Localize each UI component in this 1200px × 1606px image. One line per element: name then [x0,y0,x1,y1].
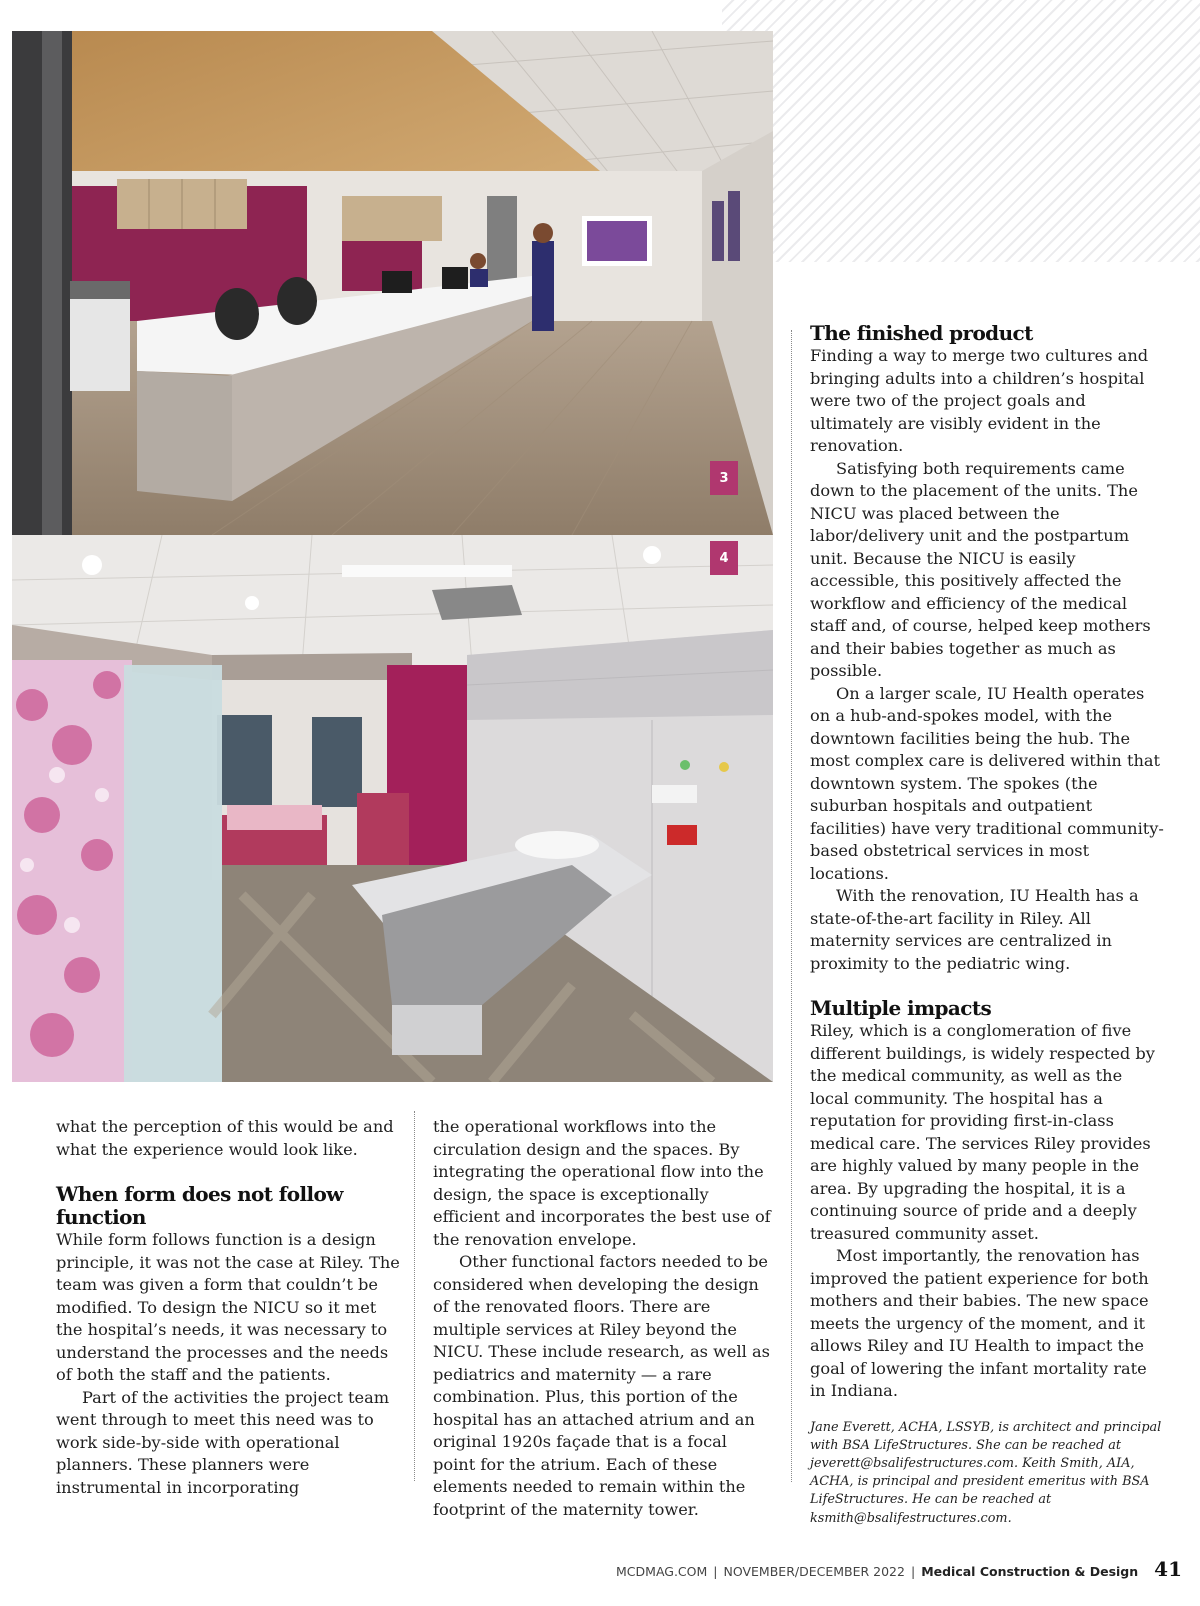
page-number: 41 [1154,1557,1182,1581]
footer-site: MCDMAG.COM [616,1564,708,1579]
footer-issue: NOVEMBER/DECEMBER 2022 [723,1564,905,1579]
paragraph: the operational workflows into the circulation design and the spaces. By integrating the operational flow into the design, the space is exceptionally efficient and incorporates the best use of the renovation envelope. [433,1117,771,1249]
paragraph: Riley, which is a conglomeration of five different buildings, is widely respected by the medical community, as well as the local community. The hospital has a reputation for providing first-in-class medical care. The services Riley provides are highly valued by many people in the area. By upgrading the hospital, it is a continuing source of pride and a deeply treasured community asset. [810,1021,1155,1243]
paragraph: While form follows function is a design principle, it was not the case at Riley. The team was given a form that couldn’t be modified. To design the NICU so it met the hospital’s needs, it was necessary to understand the processes and the needs of both the staff and the patients. [56,1230,400,1384]
paragraph: Other functional factors needed to be considered when developing the design of the renovated floors. There are multiple services at Riley beyond the NICU. These include research, as well as pediatrics and maternity — a rare combination. Plus, this portion of the hospital has an attached atrium and an original 1920s façade that is a focal point for the atrium. Each of these elements needed to remain within the footprint of the maternity tower. [433,1252,770,1519]
paragraph: Part of the activities the project team went through to meet this need was to work side-by-side with operational planners. These planners were instrumental in incorporating [56,1387,390,1497]
paragraph: Finding a way to merge two cultures and bringing adults into a children’s hospital were two of the project goals and ultimately are visibly evident in the renovation. [810,346,1149,455]
paragraph: Satisfying both requirements came down to the placement of the units. The NICU was placed between the labor/delivery unit and the postpartum unit. Because the NICU is easily accessible, this positively affected the workflow and efficiency of the medical staff and, of course, helped keep mothers and their babies together as much as possible. [810,458,1151,680]
page-footer [616,1557,1182,1581]
nurses-station-photo [12,31,773,535]
author-bio: Jane Everett, ACHA, LSSYB, is architect and principal with BSA LifeStructures. She can be reached at jeverett@bsalifestructures.com. Keith Smith, AIA, ACHA, is principal and president emeritus with BSA LifeStructures. He can be reached at ksmith@bsalifestructures.com. [810,1419,1162,1526]
paragraph: With the renovation, IU Health has a state-of-the-art facility in Riley. All maternity services are centralized in proximity to the pediatric wing. [810,886,1139,973]
text-column-2 [433,1116,773,1521]
paragraph: what the perception of this would be and what the experience would look like. [56,1117,394,1159]
text-column-3 [810,322,1165,1528]
section-heading: Multiple impacts [810,996,992,1020]
patient-room-photo [12,535,773,1082]
decorative-stripes [722,0,1200,262]
paragraph: Most importantly, the renovation has improved the patient experience for both mothers and their babies. The new space meets the urgency of the moment, and it allows Riley and IU Health to impact the goal of lowering the infant mortality rate in Indiana. [810,1246,1149,1400]
figure-number-badge: 3 [710,461,738,495]
footer-publication: Medical Construction & Design [921,1564,1139,1579]
footer-separator: | [713,1564,718,1579]
text-column-1 [56,1116,402,1499]
column-divider [414,1111,415,1481]
figure-number-badge: 4 [710,541,738,575]
column-divider [791,330,792,1482]
section-heading: The finished product [810,321,1033,345]
paragraph: On a larger scale, IU Health operates on a hub-and-spokes model, with the downtown facilities being the hub. The most complex care is delivered within that downtown system. The spokes (the suburban hospitals and outpatient facilities) have very traditional community-based obstetrical services in most locations. [810,683,1164,883]
footer-separator: | [910,1564,916,1579]
section-heading: When form does not follow function [56,1182,343,1229]
